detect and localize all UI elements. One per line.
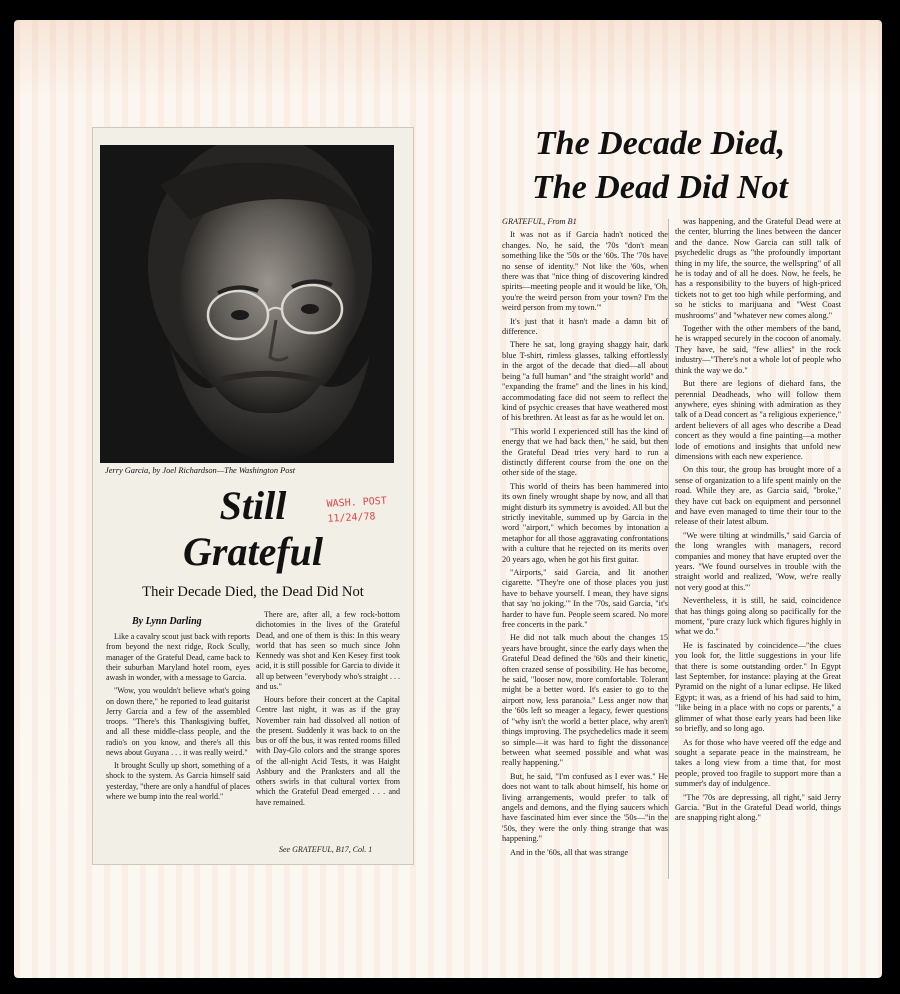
jump-headline-line-2: The Dead Did Not — [532, 169, 788, 206]
paragraph: As for those who have veered off the edge and sought a separate peace in the mainstream, he takes a long view from a time that, for most people, proved too fragile to support more than a summer's day of indulgence. — [675, 737, 841, 789]
paragraph: This world of theirs has been hammered into its own finely wrought shape by now, and all that might disturb its symmetry is avoided. All but the strictly inevitable, summed up by Garcia in the word "airport," which becomes by intonation a metaphor for all those aggravating confrontations with a culture that he rejected on its merits over 20 years ago, when he got his first guitar. — [502, 481, 668, 564]
paragraph: It brought Scully up short, something of a shock to the system. As Garcia himself said yesterday, "there are only a handful of places where we bump into the real world." — [106, 761, 251, 801]
paragraph: On this tour, the group has brought more of a sense of organization to a life spent mainly on the road. While they are, as Garcia said, "broke," they have cut back on equipment and personnel and have even managed to time their tour to the release of their latest album. — [675, 465, 841, 527]
paragraph: But, he said, "I'm confused as I ever was." He does not want to talk about himself, his home or living arrangements, would prefer to talk of angels and demons, and the flying saucers which have fascinated him ever since the '50s—"in the '50s, they were the only thing strange that was happening." — [502, 771, 668, 844]
paragraph: Together with the other members of the band, he is wrapped securely in the cocoon of anomaly. They have, he said, "few allies" in the rock industry—"There's not a whole lot of people who think the way we do." — [675, 324, 841, 375]
paragraph: "Wow, you wouldn't believe what's going on down there," he reported to lead guitarist Jerry Garcia and a few of the assembled troops. "There's this Thanksgiving buffet, and all these middle-class people, and the radio's on you know, and there's all this news about Guyana . . . it was really weird." — [106, 686, 250, 757]
paragraph: was happening, and the Grateful Dead were at the center, blurring the lines between the dancer and the dance. Now Garcia can still talk of psychedelic drugs as "the profoundly important thing in my life, the source, the wellspring" of all he is today and of all he does. Now, he feels, he has a responsibility to the buyers of high-priced tickets not to get too high while performing, and so he sticks to marijuana and "West Coast mushrooms" and "whatever new comes along." — [675, 217, 841, 320]
portrait-illustration — [100, 145, 394, 463]
handwritten-line: 11/24/78 — [327, 511, 376, 525]
headline-line-1: Still — [219, 483, 287, 528]
paragraph: There he sat, long graying shaggy hair, dark blue T-shirt, rimless glasses, talking effortlessly in the argot of the decade that died—all about being "a full human" and "the straight world" and "expanding the frame" and the lines in his kind, accommodating face did not seem to reflect the kind of psychic creases that have weathered most of his brethren. At least as far as he would let on. — [502, 340, 668, 423]
paragraph: Like a cavalry scout just back with reports from beyond the next ridge, Rock Scully, manager of the Grateful Dead, came back to their suburban Maryland hotel room, eyes awash in wonder, with a message to Garcia. — [106, 632, 250, 682]
left-clipping — [93, 128, 413, 864]
paragraph: Hours before their concert at the Capital Centre last night, it was as if the gray November rain had dissolved all notion of the present. Suddenly it was back to on the bus or off the bus, it was rented rooms filled with Day-Glo colors and the strange spores of the all-night Acid Tests, it was Haight Ashbury and the Pranksters and all the others swirls in that cultural vortex from which the Grateful Dead emerged . . . and have remained. — [256, 695, 400, 807]
paragraph: It's just that it hasn't made a damn bit of difference. — [502, 316, 668, 337]
paragraph: "Airports," said Garcia, and lit another cigarette. "They're one of those places you just have to behave yourself. I mean, they have signs that say 'no joking.'" In the '70s, said Garcia, "it's harder to have fun. People seem scared. No more free concerts in the park." — [502, 568, 668, 630]
handwritten-line: WASH. POST — [326, 495, 388, 510]
paragraph: "The '70s are depressing, all right," said Jerry Garcia. "But in the Grateful Dead world, things are snapping right along." — [675, 792, 841, 823]
left-column-1 — [106, 632, 250, 805]
paragraph: And in the '60s, all that was strange — [510, 847, 629, 857]
portrait-photo — [100, 145, 394, 463]
paragraph: "We were tilting at windmills," said Garcia of the long wrangles with managers, record companies and money that have erupted over the years. "We found ourselves in trouble with the straight world and realized, 'Wow, we're really not very good at this.'" — [675, 530, 841, 592]
jump-line: See GRATEFUL, B17, Col. 1 — [279, 845, 373, 854]
right-column-1 — [502, 217, 668, 861]
right-column-2 — [675, 217, 841, 827]
jump-headline-line-1: The Decade Died, — [534, 125, 786, 162]
subheadline: Their Decade Died, the Dead Did Not — [142, 584, 364, 600]
left-column-2 — [256, 610, 400, 811]
paragraph: Nevertheless, it is still, he said, coincidence that has things going along so pacifically for the moment, "pure crazy luck which figures highly in what we do." — [675, 596, 841, 637]
continuation-kicker: GRATEFUL, From B1 — [502, 217, 577, 226]
paragraph: There are, after all, a few rock-bottom dichotomies in the lives of the Grateful Dead, and one of them is this: In this weary world that has seen so much since John Kennedy was shot and Ken Kesey first took acid, it is still possible for Garcia to divide it all up between "everybody who's straight . . . and us." — [256, 610, 401, 691]
headline-line-2: Grateful — [183, 529, 323, 574]
paragraph: But there are legions of diehard fans, the perennial Deadheads, who will follow them anywhere, eyes shining with admiration as they talk of a Dead concert as "a religious experience," ardent believers of all ages who describe a Dead concert as they would a fine painting—a mother lode of emotions and insights that unfold new dimensions with each new experience. — [675, 379, 841, 461]
paragraph: He is fascinated by coincidence—"the clues you look for, the little suggestions in your life that there is some outstanding order." In Egypt last September, for instance: playing at the Great Pyramid on the night of a lunar eclipse. He liked Egypt; it was, as a friend of his had said to him, "like being in a place with no cops or parents," a glimmer of what those early years had been like so briefly, and so long ago. — [675, 640, 841, 734]
scrapbook-page — [14, 20, 882, 978]
photo-caption: Jerry Garcia, by Joel Richardson—The Washington Post — [105, 466, 296, 475]
right-clipping — [488, 105, 848, 915]
column-rule — [668, 219, 669, 879]
paragraph: He did not talk much about the changes 15 years have brought, since the early days when the Grateful Dead defined the '60s and their kinetic, often crazed sense of possibility. He has become, he said, "looser now, more comfortable. Tolerant might be a better word. It's easier to go to the airport now, less paranoia." Less anger now that the '60s left so meager a legacy, fewer questions of "why isn't the world a better place, why aren't things improving. The psychedelics made it seem so simple—it was hard to fight the dissonance between what seemed possible and what was really happening." — [502, 633, 668, 768]
byline: By Lynn Darling — [132, 616, 202, 627]
paragraph: "This world I experienced still has the kind of energy that we had back then," he said, but then the Grateful Dead tries very hard to run a distinctly different course from the one on the other side of the stage. — [502, 426, 668, 478]
paragraph: It was not as if Garcia hadn't noticed the changes. No, he said, the '70s "don't mean something like the '50s or the '60s. The '70s have no sense of identity." Not like the '60s, when there was that "nice thing of discovering kindred spirits—meeting people and it would be like, 'Oh, you're the weird person from your town? I'm the weird person from my town.'" — [502, 230, 668, 313]
